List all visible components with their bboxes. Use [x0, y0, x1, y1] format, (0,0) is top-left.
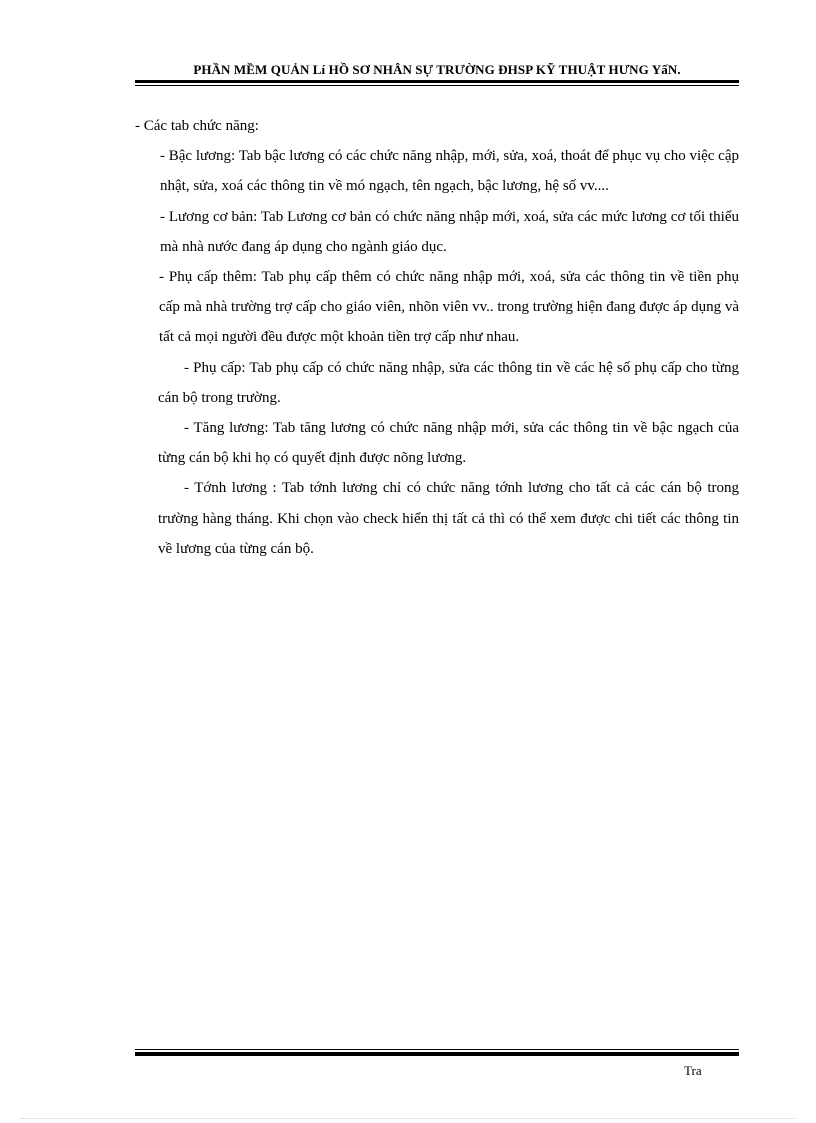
page-bottom-border — [20, 1118, 796, 1119]
header-rule-thick — [135, 80, 739, 83]
document-body — [135, 111, 739, 564]
footer-rule-thin — [135, 1049, 739, 1050]
page-number-label: Tra — [684, 1063, 702, 1078]
paragraph-tinh-luong: - Tớnh lương : Tab tớnh lương chỉ có chức năng tớnh lương cho tất cả các cán bộ trong trường hàng tháng. Khi chọn vào check hiển thị tất cả thì có thể xem được chi tiết các thông tin về lương của từng cán bộ. — [158, 480, 739, 557]
section-intro: - Các tab chức năng: — [135, 118, 259, 134]
paragraph-phu-cap-them: - Phụ cấp thêm: Tab phụ cấp thêm có chức năng nhập mới, xoá, sửa các thông tin về tiền phụ cấp mà nhà trường trợ cấp cho giáo viên, nhõn viên vv.. trong trường hiện đang được áp dụng và tất cả mọi người đều được một khoản tiền trợ cấp như nhau. — [159, 269, 739, 346]
paragraph-bac-luong: - Bậc lương: Tab bậc lương có các chức năng nhập, mới, sửa, xoá, thoát để phục vụ cho việc cập nhật, sửa, xoá các thông tin về mó ngạch, tên ngạch, bậc lương, hệ số vv.... — [160, 148, 739, 195]
header-rule-thin — [135, 85, 739, 86]
page-header-title: PHẦN MỀM QUẢN Lí HỒ SƠ NHÂN SỰ TRƯỜNG ĐHSP KỸ THUẬT HƯNG YấN. — [193, 62, 681, 77]
paragraph-tang-luong: - Tăng lương: Tab tăng lương có chức năng nhập mới, sửa các thông tin về bậc ngạch của từng cán bộ khi họ có quyết định được nõng lương. — [158, 420, 739, 467]
paragraph-phu-cap: - Phụ cấp: Tab phụ cấp có chức năng nhập, sửa các thông tin về các hệ số phụ cấp cho từng cán bộ trong trường. — [158, 359, 739, 406]
footer-rule-thick — [135, 1052, 739, 1056]
paragraph-luong-co-ban: - Lương cơ bản: Tab Lương cơ bản có chức năng nhập mới, xoá, sửa các mức lương cơ tối thiểu mà nhà nước đang áp dụng cho ngành giáo dục. — [160, 208, 739, 255]
